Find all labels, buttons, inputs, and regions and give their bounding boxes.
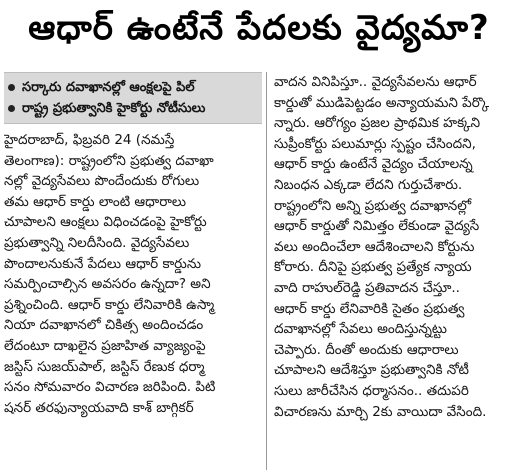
text-line: కోరారు. దీనిపై ప్రభుత్వ ప్రత్యేక న్యాయ [274,259,472,276]
text-line: సుప్రీంకోర్టు పలుమార్లు స్పష్టం చేసిందని, [274,135,476,152]
text-line: హైదరాబాద్‌, ఫిబ్రవరి 24 (నమస్తే [4,132,175,148]
headline: ఆధార్‌ ఉంటేనే పేదలకు వైద్యమా? [28,8,490,48]
article-column-left [4,72,262,418]
text-line: నియా దవాఖానలో చికిత్స అందించడం [4,317,204,334]
column-divider [266,72,267,470]
left-text [4,130,262,418]
bullet-icon [8,84,15,91]
highlight-item [8,77,256,98]
text-line: వాది రాహుల్‌రెడ్డి ప్రతివాదన చేస్తూ.. [274,279,460,296]
text-line: పొందాలనుకునే పేదలు ఆధార్‌ కార్డును [4,255,201,272]
text-line: ప్రశ్నించింది. ఆధార్‌ కార్డు లేనివారికి ఉస్మా [4,296,215,313]
highlight-text: సర్కారు దవాఖానల్లో ఆంక్షలపై పిల్‌ [22,80,195,95]
highlight-item [8,98,256,119]
highlight-text: రాష్ట్ర ప్రభుత్వానికి హైకోర్టు నోటీసులు [22,101,206,116]
article-column-right [274,72,514,422]
text-line: షనర్‌ తరఫున్యాయవాది కాశ్‌ బాగ్గికర్‌ [4,399,194,416]
text-line: రాష్ట్రంలోని అన్ని ప్రభుత్వ దవాఖానల్లో [274,197,472,214]
text-line: దవాఖానల్లో సేవలు అందిస్తున్నట్టు [274,321,447,338]
text-line: ఆధార్‌ కార్డు లేనివారికి సైతం ప్రభుత్వ [274,300,465,317]
text-line: చూపాలని ఆంక్షలు విధించడంపై హైకోర్టు [4,214,207,231]
text-line: లేదంటూ దాఖలైన ప్రజాహిత వ్యాజ్యంపై [4,337,206,354]
text-line: నిబంధన ఎక్కడా లేదని గుర్తుచేశారు. [274,176,463,193]
highlights-box [4,72,262,124]
text-line: సమర్పించాల్సిన అవసరం ఉన్నదా? అని [4,276,211,293]
bullet-icon [8,105,15,112]
text-line: తెలంగాణ): రాష్ట్రంలోని ప్రభుత్వ దవాఖా [4,152,214,169]
text-line: న్నారు. ఆరోగ్యం ప్రజల ప్రాథమిక హక్కని [274,115,481,132]
text-line: చెప్పారు. దీంతో అందుకు ఆధారాలు [274,341,459,358]
text-line: విచారణను మార్చి 2కు వాయిదా వేసింది. [274,403,487,420]
text-line: తమ ఆధార్‌ కార్డు లాంటి ఆధారాలు [4,193,187,210]
text-line: ఆధార్‌ కార్డు ఉంటేనే వైద్యం చేయాలన్న [274,156,473,173]
text-line: ప్రభుత్వాన్ని నిలదీసింది. వైద్యసేవలు [4,234,190,251]
text-line: జస్టిస్‌ సుజయ్‌పాల్‌, జస్టిస్‌ రేణుక ధర్మా [4,358,205,375]
text-line: నల్లో వైద్యసేవలు పొందేందుకు రోగులు [4,173,200,190]
text-line: కార్డుతో ముడిపెట్టడం అన్యాయమని పేర్కొ [274,94,490,111]
text-line: ఆధార్‌ కార్డుతో నిమిత్తం లేకుండా వైద్యసే [274,218,480,235]
text-line: చూపాలని ఆదేశిస్తూ ప్రభుత్వానికి నోటీ [274,362,469,379]
text-line: వాదన వినిపిస్తూ.. వైద్యసేవలను ఆధార్‌ [274,74,477,90]
text-line: సులు జారీచేసిన ధర్మాసనం.. తదుపరి [274,382,469,399]
text-line: వలు అందించేలా ఆదేశించాలని కోర్టును [274,238,475,255]
text-line: సనం సోమవారం విచారణ జరిపింది. పిటి [4,379,216,396]
